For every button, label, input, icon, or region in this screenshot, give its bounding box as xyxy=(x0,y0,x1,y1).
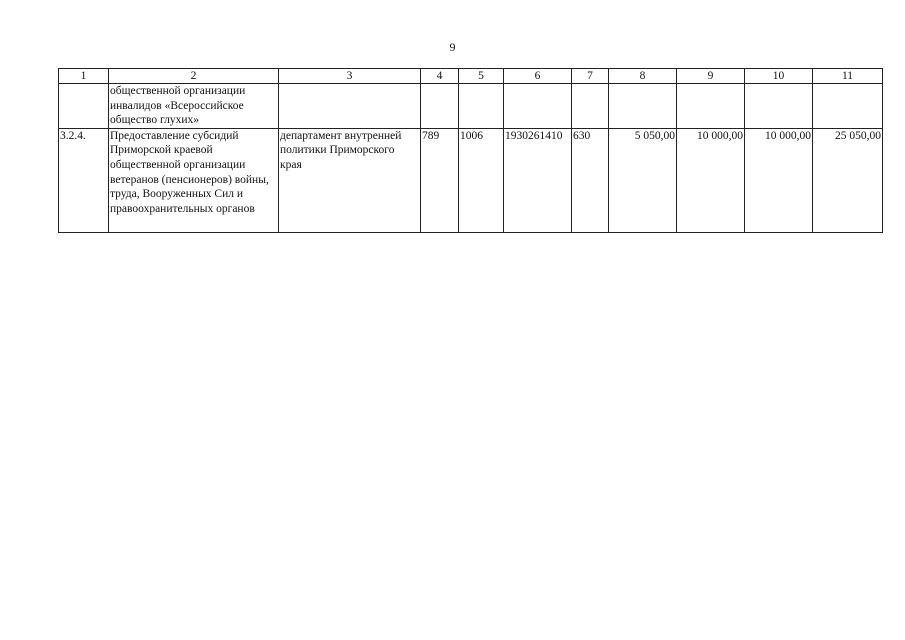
description-text: Предоставление субсидий Приморской краевой общественной организации ветеранов (пенсионеров) войны, труда, Вооруженных Сил и правоохранительных органов xyxy=(110,129,269,215)
amount-cell xyxy=(745,84,813,129)
description-cell xyxy=(109,84,279,129)
expense-type-cell xyxy=(572,84,609,129)
column-header: 3 xyxy=(279,69,421,84)
amount-cell: 5 050,00 xyxy=(609,128,677,232)
executor-cell: департамент внутренней политики Приморского края xyxy=(279,128,421,232)
target-article-cell xyxy=(504,84,572,129)
column-header: 2 xyxy=(109,69,279,84)
column-header: 1 xyxy=(59,69,109,84)
column-header: 7 xyxy=(572,69,609,84)
table-header-row xyxy=(59,69,883,84)
executor-cell xyxy=(279,84,421,129)
row-number-cell: 3.2.4. xyxy=(59,128,109,232)
row-number-cell xyxy=(59,84,109,129)
code-cell xyxy=(421,84,459,129)
page-number: 9 xyxy=(449,40,456,54)
section-cell: 1006 xyxy=(459,128,504,232)
description-text: общественной организации инвалидов «Всероссийское общество глухих» xyxy=(110,85,246,127)
column-header: 6 xyxy=(504,69,572,84)
amount-cell: 10 000,00 xyxy=(677,128,745,232)
column-header: 4 xyxy=(421,69,459,84)
section-cell xyxy=(459,84,504,129)
description-cell xyxy=(109,128,279,232)
column-header: 10 xyxy=(745,69,813,84)
column-header: 9 xyxy=(677,69,745,84)
amount-cell: 10 000,00 xyxy=(745,128,813,232)
table-row xyxy=(59,84,883,129)
target-article-cell: 1930261410 xyxy=(504,128,572,232)
amount-cell xyxy=(813,84,883,129)
expense-type-cell: 630 xyxy=(572,128,609,232)
column-header: 5 xyxy=(459,69,504,84)
column-header: 8 xyxy=(609,69,677,84)
amount-cell xyxy=(677,84,745,129)
amount-cell: 25 050,00 xyxy=(813,128,883,232)
budget-table xyxy=(58,68,883,233)
code-cell: 789 xyxy=(421,128,459,232)
table-row xyxy=(59,128,883,232)
amount-cell xyxy=(609,84,677,129)
column-header: 11 xyxy=(813,69,883,84)
